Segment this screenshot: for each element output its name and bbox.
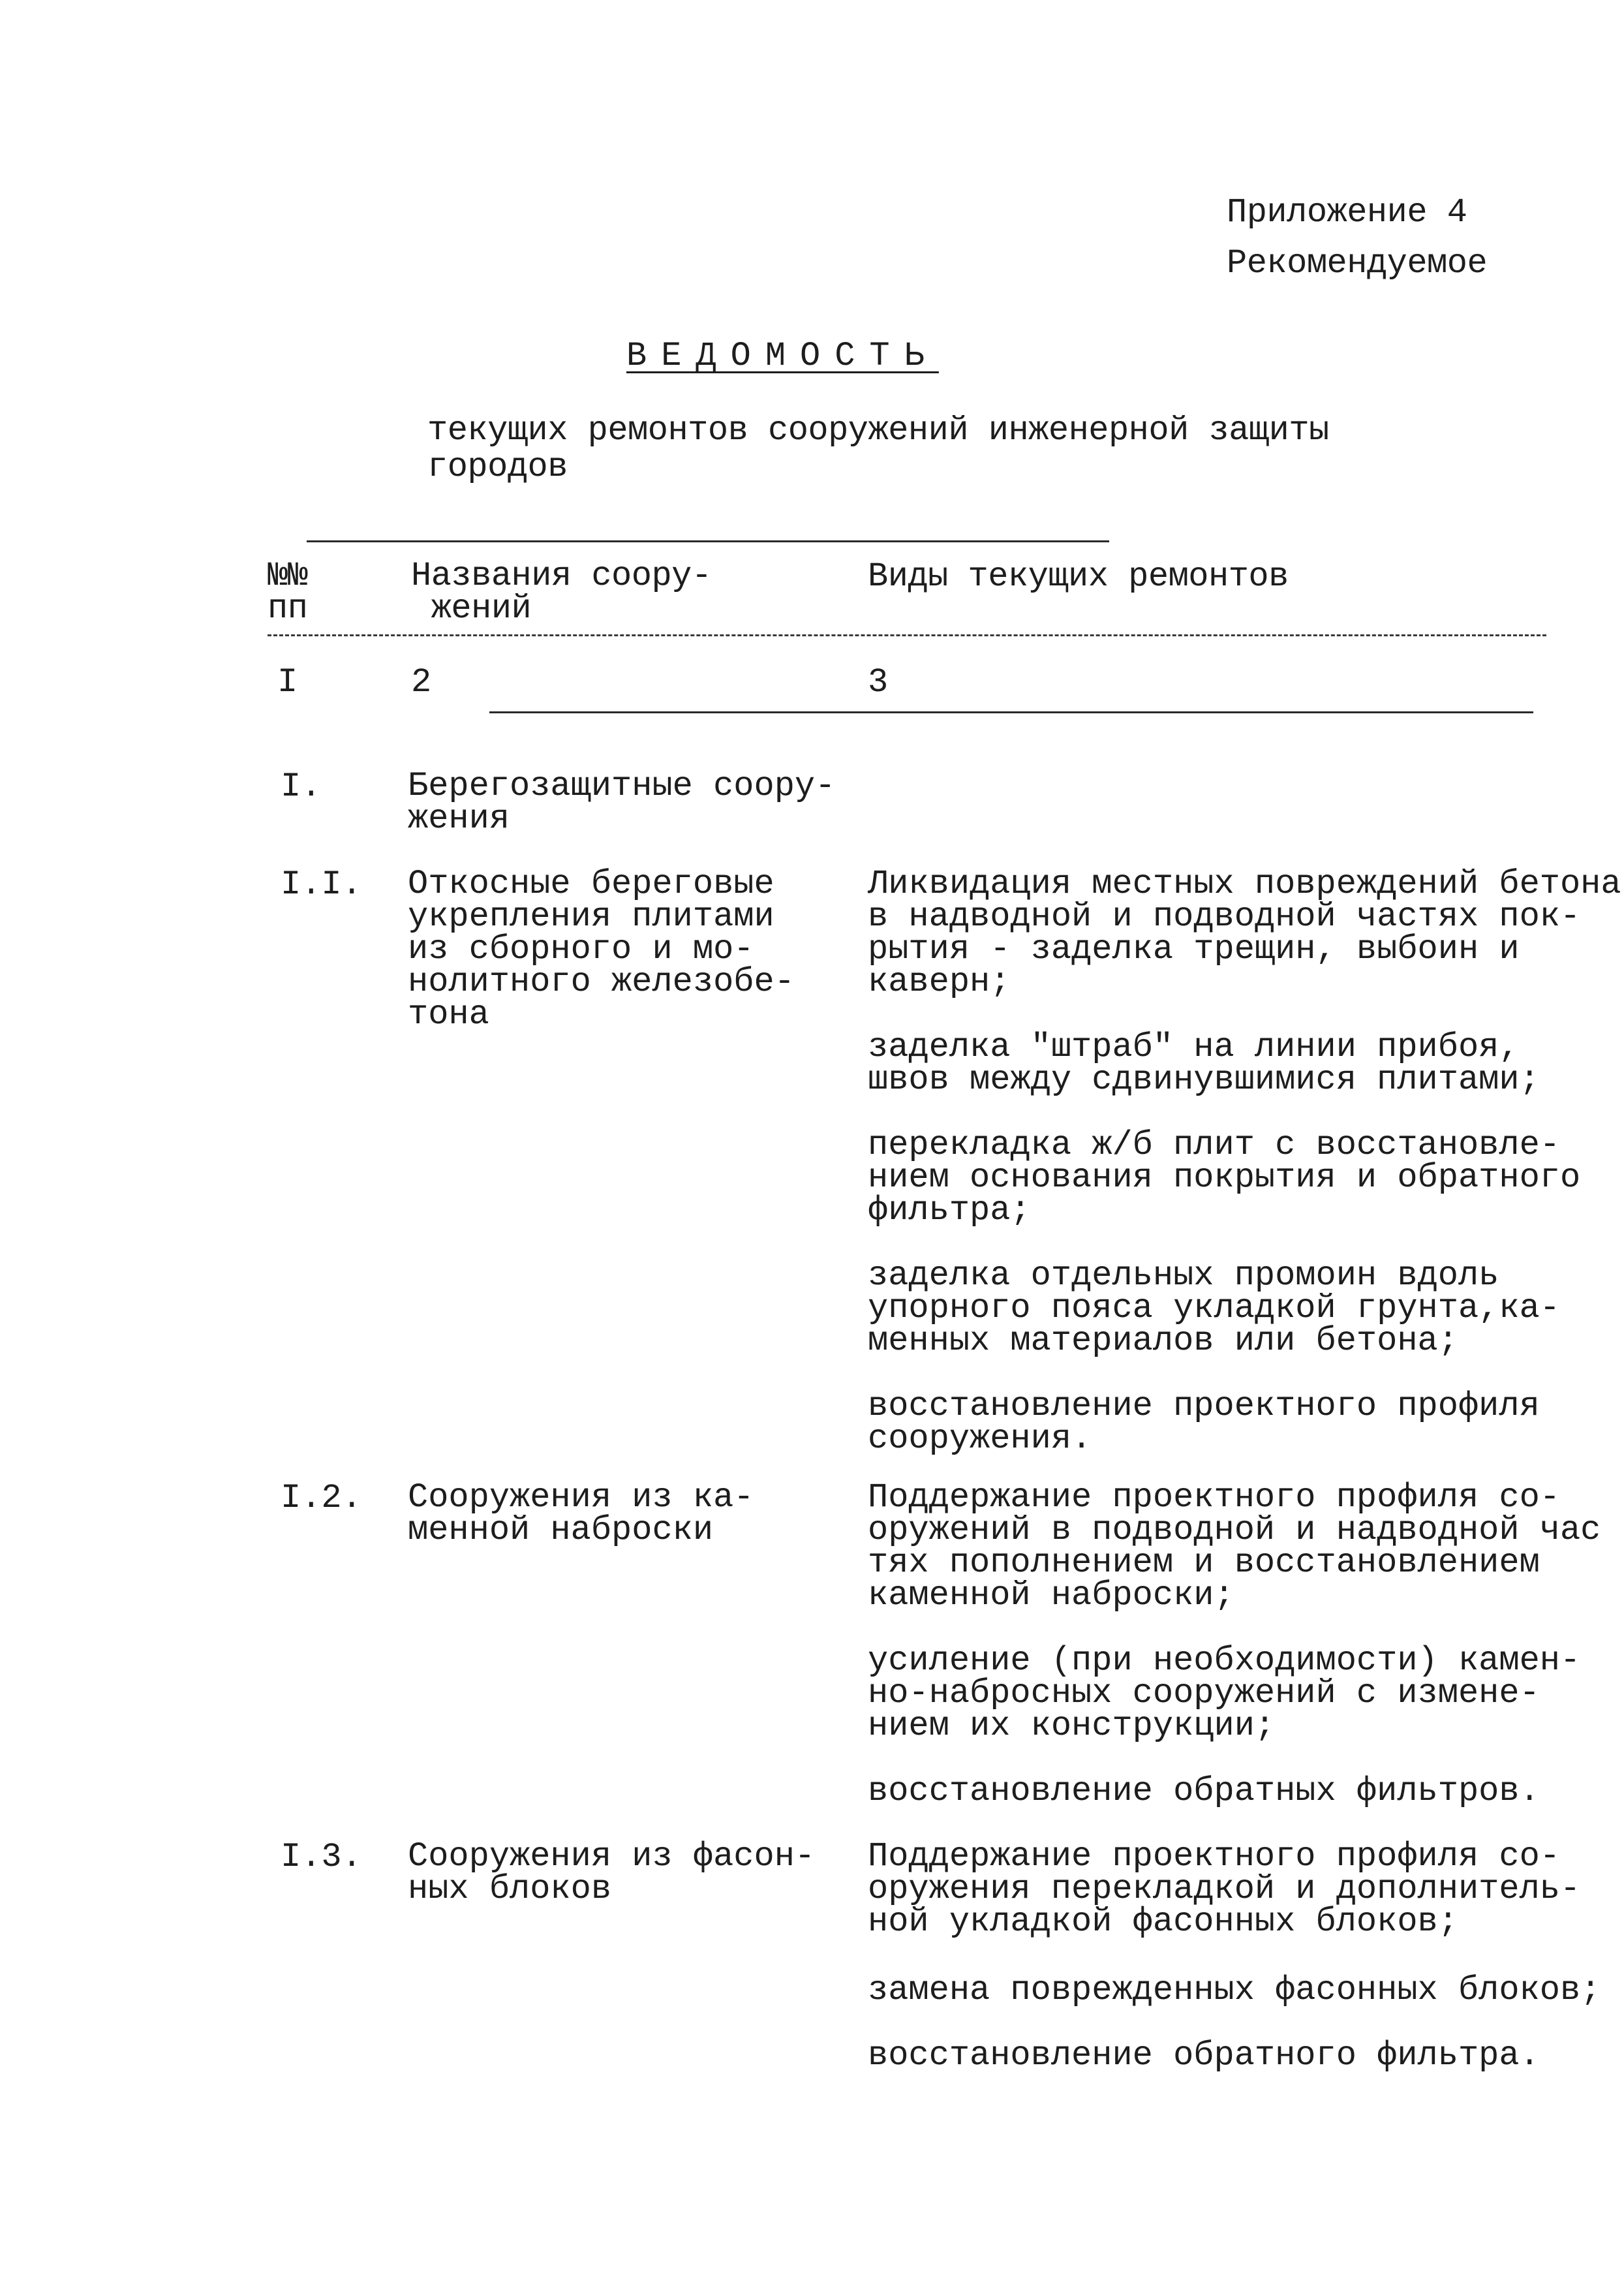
section-name: Берегозащитные соору- жения	[408, 767, 836, 838]
section-number: I.2.	[281, 1479, 362, 1517]
document-subtitle: текущих ремонтов сооружений инженерной защиты городов	[427, 411, 1329, 486]
repair-item: замена поврежденных фасонных блоков;	[868, 1971, 1601, 2009]
section-name: Сооружения из ка- менной наброски	[408, 1478, 754, 1549]
header-number: №№ пп	[268, 557, 308, 628]
repair-item: восстановление обратных фильтров.	[868, 1772, 1540, 1810]
table-top-rule	[307, 540, 1109, 542]
repair-item: Ликвидация местных повреждений бетона в надводной и подводной частях пок- рытия - заделка трещин, выбоин и каверн;	[868, 865, 1621, 1001]
header-kind: Виды текущих ремонтов	[868, 557, 1289, 596]
repair-item: Поддержание проектного профиля со- оружений в подводной и надводной час тях пополнением и восстановлением каменной наброски;	[868, 1478, 1601, 1615]
section-name: Откосные береговые укрепления плитами из сборного и мо- нолитного железобе- тона	[408, 865, 795, 1034]
repair-item: усиление (при необходимости) камен- но-набросных сооружений с измене- нием их конструкции;	[868, 1641, 1581, 1745]
header-name: Названия соору- жений	[411, 557, 712, 628]
annex-label: Приложение 4	[1227, 193, 1467, 232]
section-number: I.3.	[281, 1838, 362, 1876]
repair-item: восстановление обратного фильтра.	[868, 2036, 1540, 2075]
column-number-3: 3	[868, 663, 888, 702]
column-numbers-rule	[489, 711, 1533, 713]
section-number: I.I.	[281, 865, 362, 904]
section-number: I.	[281, 767, 322, 806]
column-number-1: I	[277, 663, 298, 702]
annex-type: Рекомендуемое	[1227, 244, 1488, 283]
repair-item: перекладка ж/б плит с восстановле- нием основания покрытия и обратного фильтра;	[868, 1126, 1581, 1230]
repair-item: заделка отдельных промоин вдоль упорного пояса укладкой грунта,ка- менных материалов или бетона;	[868, 1256, 1560, 1360]
repair-item: восстановление проектного профиля сооружения.	[868, 1387, 1540, 1458]
repair-item: Поддержание проектного профиля со- оружения перекладкой и дополнитель- ной укладкой фасонных блоков;	[868, 1837, 1581, 1941]
column-number-2: 2	[411, 663, 431, 702]
document-title: ВЕДОМОСТЬ	[626, 337, 939, 375]
section-name: Сооружения из фасон- ных блоков	[408, 1837, 816, 1908]
repair-item: заделка "штраб" на линии прибоя, швов между сдвинувшимися плитами;	[868, 1028, 1540, 1099]
header-bottom-rule	[268, 634, 1546, 636]
